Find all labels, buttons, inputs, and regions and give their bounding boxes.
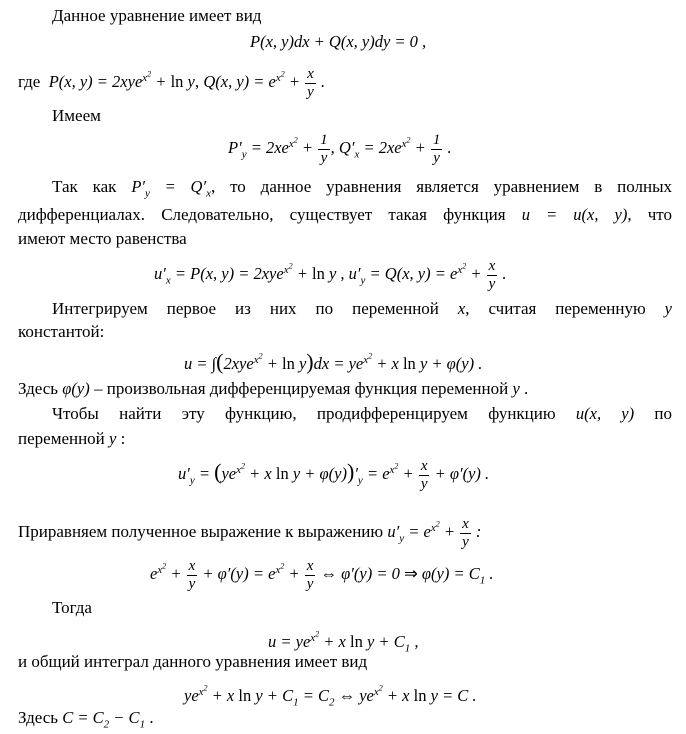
equation-partials-u: $u'_x = P(x$, y) = 2xye$^{x^2}$ + ln y , $u'_y = Q(x$, $y) = e^{x^2}$ + $\frac{x}{y}$ . bbox=[154, 257, 507, 292]
paragraph-intro: Данное уравнение имеет вид bbox=[52, 6, 262, 25]
paragraph-we-have: Имеем bbox=[52, 106, 101, 125]
equation-equivalence: $e^{x^2}$ + $\frac{x}{y}$ + $\varphi'(y) = e^{x^2}$ + $\frac{x}{y}$ ⇔ φ′(y) = 0 ⇒ $\varphi(y) = C_1$ . bbox=[150, 557, 494, 592]
equation-derivative-y: $u'_y = (ye^{x^2} + x$ $\ln y + \varphi(y))'_y = e^{x^2}$ + $\frac{x}{y}$ + φ′(y) . bbox=[178, 457, 490, 492]
paragraph-since: Так как $P'_y = Q'_x$, то данное уравнения является уравнением в полных bbox=[52, 177, 672, 200]
paragraph-since-2: дифференциалах. Следовательно, существует такая функция u = u(x, y), что bbox=[18, 205, 673, 224]
paragraph-equate: Приравняем полученное выражение к выражению $u'_y = e^{x^2}$ + $\frac{x}{y}$ : bbox=[18, 515, 482, 550]
paragraph-since-3: имеют место равенства bbox=[18, 229, 187, 248]
equation-partial-derivatives: $P'_y = 2xe^{x^2}$ + $\frac{1}{y}$ , $Q'_x = 2xe^{x^2}$ + $\frac{1}{y}$ . bbox=[228, 131, 452, 166]
paragraph-integrate: Интегрируем первое из них по переменной x, считая переменную y bbox=[52, 299, 672, 318]
equation-general-form: P(x, y)dx + Q(x, y)dy = 0 , bbox=[250, 32, 427, 51]
paragraph-constant: Здесь $C = C_2 - C_1$ . bbox=[18, 708, 154, 731]
paragraph-integrate-2: константой: bbox=[18, 322, 105, 341]
paragraph-definitions: где P(x, y) = 2xye$^{x^2}$ + ln y, Q(x, $y) = e^{x^2}$ + $\frac{x}{y}$ . bbox=[18, 65, 326, 100]
equation-u-result: $u = ye^{x^2} + x$ $\ln y + C_1$ , bbox=[268, 629, 419, 655]
paragraph-here-phi: Здесь φ(y) – произвольная дифференцируемая функция переменной y . bbox=[18, 379, 529, 398]
equation-general-integral: $ye^{x^2} + x$ $\ln y + C_1 = C_2$ ⇔ $ye^{x^2} + x$ ln y = C . bbox=[184, 683, 477, 709]
equation-integral: $u = \int(2xye^{x^2} + \ln y)dx = ye^{x^2} + x$ ln y + φ(y) . bbox=[184, 349, 483, 375]
paragraph-general-integral: и общий интеграл данного уравнения имеет вид bbox=[18, 652, 368, 671]
paragraph-then: Тогда bbox=[52, 598, 92, 617]
paragraph-to-find: Чтобы найти эту функцию, продифференцируем функцию u(x, y) по bbox=[52, 404, 673, 423]
paragraph-to-find-2: переменной y : bbox=[18, 429, 126, 448]
